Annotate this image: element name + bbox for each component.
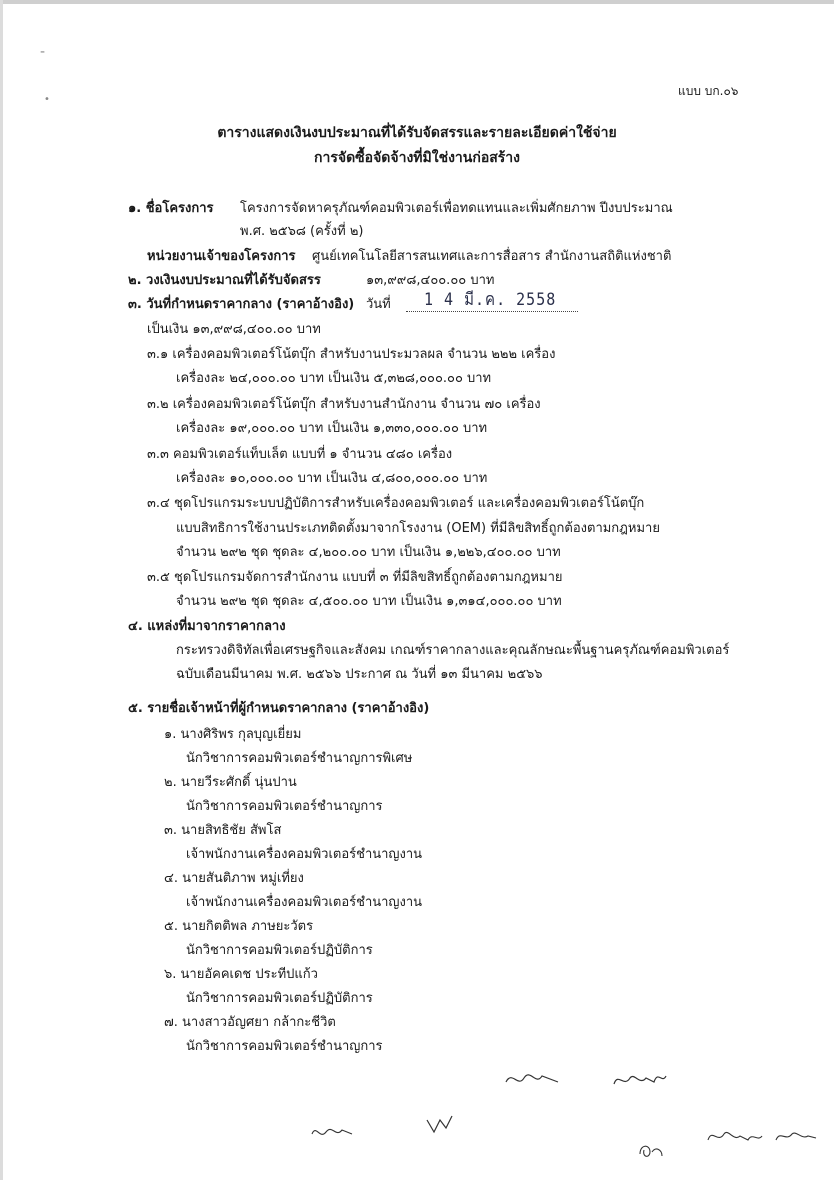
section-4-label: ๔. แหล่งที่มาจากราคากลาง [128, 619, 286, 634]
officer-7-name: ๗. นางสาวอัญศยา กล้ากะชีวิต [164, 1015, 336, 1030]
agency-value: ศูนย์เทคโนโลยีสารสนเทศและการสื่อสาร สำนักงานสถิติแห่งชาติ [312, 249, 672, 264]
officer-3-name: ๓. นายสิทธิชัย สัพโส [164, 823, 282, 838]
officer-5-position: นักวิชาการคอมพิวเตอร์ปฏิบัติการ [186, 943, 373, 958]
officer-6-name: ๖. นายอัคคเดช ประทีปแก้ว [164, 967, 318, 982]
budget-value: ๑๓,๙๙๘,๔๐๐.๐๐ บาท [366, 273, 495, 288]
document-subtitle: การจัดซื้อจัดจ้างที่มิใช่งานก่อสร้าง [314, 150, 520, 166]
agency-label: หน่วยงานเจ้าของโครงการ [147, 249, 296, 264]
item-3-2-line1: ๓.๒ เครื่องคอมพิวเตอร์โน้ตบุ๊ก สำหรับงานสำนักงาน จำนวน ๗๐ เครื่อง [147, 397, 541, 412]
officer-3-position: เจ้าพนักงานเครื่องคอมพิวเตอร์ชำนาญงาน [186, 847, 423, 862]
officer-1-position: นักวิชาการคอมพิวเตอร์ชำนาญการพิเศษ [186, 751, 413, 766]
item-3-1-line2: เครื่องละ ๒๔,๐๐๐.๐๐ บาท เป็นเงิน ๕,๓๒๘,๐๐๐.๐๐ บาท [176, 371, 492, 386]
officer-6-position: นักวิชาการคอมพิวเตอร์ปฏิบัติการ [186, 991, 373, 1006]
signature-4 [424, 1112, 454, 1136]
signature-2 [610, 1066, 668, 1092]
scan-edge-left [0, 0, 3, 1180]
officer-2-name: ๒. นายวีระศักดิ์ นุ่นปาน [164, 775, 297, 790]
date-prefix: วันที่ [366, 297, 391, 312]
item-3-2-line2: เครื่องละ ๑๙,๐๐๐.๐๐ บาท เป็นเงิน ๑,๓๓๐,๐๐๐.๐๐ บาท [176, 421, 488, 436]
project-name-line1: โครงการจัดหาครุภัณฑ์คอมพิวเตอร์เพื่อทดแทนและเพิ่มศักยภาพ ปีงบประมาณ [240, 201, 673, 216]
form-code: แบบ บก.๐๖ [678, 84, 739, 98]
item-3-3-line1: ๓.๓ คอมพิวเตอร์แท็บเล็ต แบบที่ ๑ จำนวน ๔๘๐ เครื่อง [147, 447, 453, 462]
item-3-5-line2: จำนวน ๒๙๒ ชุด ชุดละ ๔,๕๐๐.๐๐ บาท เป็นเงิน ๑,๓๑๔,๐๐๐.๐๐ บาท [176, 594, 562, 609]
scan-edge-top [0, 0, 834, 4]
project-name-line2: พ.ศ. ๒๕๖๘ (ครั้งที่ ๒) [240, 224, 364, 239]
item-3-1-line1: ๓.๑ เครื่องคอมพิวเตอร์โน้ตบุ๊ก สำหรับงานประมวลผล จำนวน ๒๒๒ เครื่อง [147, 347, 556, 362]
item-3-5-line1: ๓.๕ ชุดโปรแกรมจัดการสำนักงาน แบบที่ ๓ ที่มีลิขสิทธิ์ถูกต้องตามกฎหมาย [147, 570, 563, 585]
officer-7-position: นักวิชาการคอมพิวเตอร์ชำนาญการ [186, 1039, 383, 1054]
source-line2: ฉบับเดือนมีนาคม พ.ศ. ๒๕๖๖ ประกาศ ณ วันที่ ๑๓ มีนาคม ๒๕๖๖ [176, 667, 543, 682]
item-3-4-line3: จำนวน ๒๙๒ ชุด ชุดละ ๔,๒๐๐.๐๐ บาท เป็นเงิน ๑,๒๒๖,๔๐๐.๐๐ บาท [176, 545, 561, 560]
date-stamp: 1 4 มี.ค. 2558 [424, 288, 557, 310]
signature-5 [636, 1140, 666, 1162]
officer-1-name: ๑. นางศิริพร กุลบุญเยี่ยม [164, 727, 302, 742]
item-3-4-line1: ๓.๔ ชุดโปรแกรมระบบปฏิบัติการสำหรับเครื่องคอมพิวเตอร์ และเครื่องคอมพิวเตอร์โน้ตบุ๊ก [147, 496, 645, 511]
scan-speck: • [44, 94, 50, 105]
source-line1: กระทรวงดิจิทัลเพื่อเศรษฐกิจและสังคม เกณฑ์ราคากลางและคุณลักษณะพื้นฐานครุภัณฑ์คอมพิวเตอร์ [176, 643, 730, 658]
document-title: ตารางแสดงเงินงบประมาณที่ได้รับจัดสรรและรายละเอียดค่าใช้จ่าย [217, 125, 617, 141]
signature-3 [308, 1120, 354, 1144]
officer-5-name: ๕. นายกิตติพล ภาษยะวัตร [164, 919, 314, 934]
signature-1 [502, 1068, 562, 1090]
item-3-3-line2: เครื่องละ ๑๐,๐๐๐.๐๐ บาท เป็นเงิน ๔,๘๐๐,๐๐๐.๐๐ บาท [176, 471, 488, 486]
item-3-4-line2: แบบสิทธิการใช้งานประเภทติดตั้งมาจากโรงงาน (OEM) ที่มีลิขสิทธิ์ถูกต้องตามกฎหมาย [176, 521, 660, 536]
section-2-label: ๒. วงเงินงบประมาณที่ได้รับจัดสรร [128, 273, 321, 288]
section-3-label: ๓. วันที่กำหนดราคากลาง (ราคาอ้างอิง) [128, 297, 355, 312]
section-1-label: ๑. ชื่อโครงการ [128, 201, 214, 216]
section-5-label: ๕. รายชื่อเจ้าหน้าที่ผู้กำหนดราคากลาง (ราคาอ้างอิง) [128, 701, 430, 716]
officer-2-position: นักวิชาการคอมพิวเตอร์ชำนาญการ [186, 799, 383, 814]
signature-6 [706, 1124, 818, 1148]
total-amount: เป็นเงิน ๑๓,๙๙๘,๔๐๐.๐๐ บาท [147, 322, 321, 337]
officer-4-position: เจ้าพนักงานเครื่องคอมพิวเตอร์ชำนาญงาน [186, 895, 423, 910]
officer-4-name: ๔. นายสันติภาพ หมู่เที่ยง [164, 871, 304, 886]
scan-speck: - [40, 44, 46, 60]
